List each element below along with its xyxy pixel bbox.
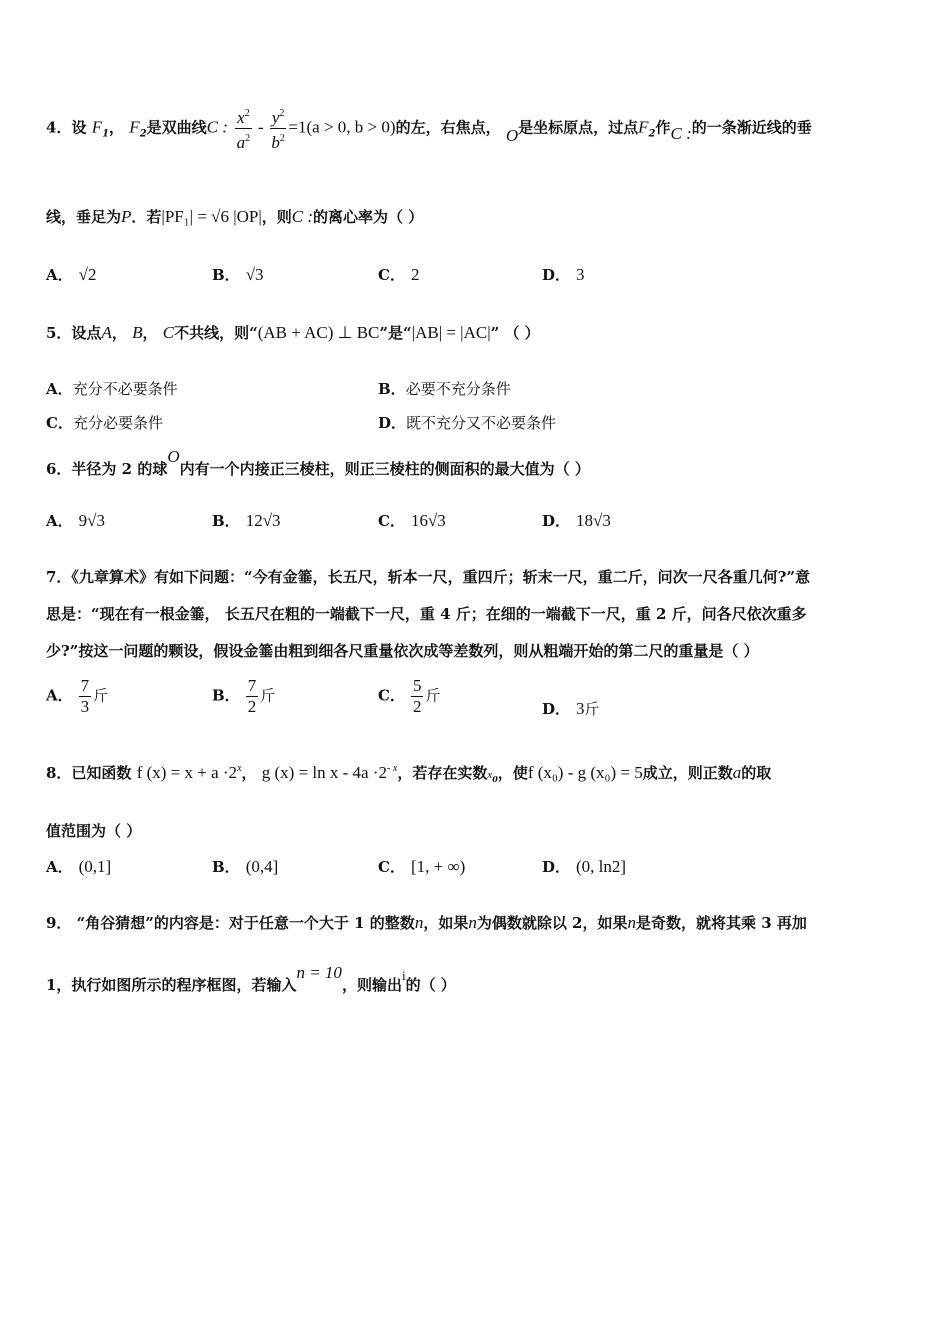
q5-text: ” （ ） <box>490 324 540 342</box>
question-7-line-3: 少?”按这一问题的颗设，假设金箠由粗到细各尺重量依次成等差数列，则从粗端开始的第二尺的重量是（ ） <box>46 642 759 660</box>
q9-n: n <box>627 913 636 932</box>
q4-text: 的一条渐近线的垂 <box>691 118 812 137</box>
q5-text: ”是“ <box>379 324 412 342</box>
q4-text: 设 <box>71 118 87 137</box>
q4-option-a[interactable]: A． √2 <box>46 265 97 284</box>
q4-text: 的左，右焦点， <box>395 118 501 137</box>
q8-x0-sub: 0 <box>492 774 498 784</box>
q9-text: 1，执行如图所示的程序框图，若输入 <box>46 976 297 994</box>
q4-condition-2: |PF₁| = √6 |OP| <box>161 207 262 226</box>
q9-text: 的（ ） <box>405 976 456 994</box>
q5-text: 不共线，则“ <box>174 324 258 342</box>
q4-p: P <box>121 207 132 226</box>
q4-o: O <box>505 125 519 145</box>
q5-text: 5．设点 <box>46 324 102 342</box>
q4-f2-sub: 2 <box>139 128 147 140</box>
question-8-line-2: 值范围为（ ） <box>46 822 142 840</box>
q6-o: O <box>167 447 180 466</box>
q4-condition: (a > 0, b > 0) <box>306 117 396 137</box>
q9-input: n = 10 <box>296 963 342 982</box>
q5-b: B <box>132 323 143 342</box>
q7-option-a[interactable]: A． $\frac{7}{3}$ 斤 <box>46 676 109 716</box>
q7-option-c[interactable]: C． $\frac{5}{2}$ 斤 <box>378 676 441 716</box>
q6-option-a[interactable]: A． 9√3 <box>46 511 105 530</box>
q8-option-c[interactable]: C． [1, + ∞) <box>378 857 466 876</box>
q4-number: 4． <box>46 118 72 137</box>
q6-option-c[interactable]: C． 16√3 <box>378 511 446 530</box>
question-6 <box>46 447 590 479</box>
q9-i: i <box>401 968 406 983</box>
q4-option-d[interactable]: D． 3 <box>542 265 585 284</box>
q8-text: 8．已知函数 <box>46 764 132 782</box>
q4-option-b[interactable]: B． √3 <box>212 265 264 284</box>
q7-option-b[interactable]: B． $\frac{7}{2}$ 斤 <box>212 676 276 716</box>
q4-text: 是坐标原点，过点 <box>518 118 639 137</box>
question-9-line-1 <box>46 912 807 933</box>
q9-n: n <box>414 913 424 932</box>
q4-f1: F <box>91 117 103 137</box>
q4-frac-y: $\frac{y^2}{b^2}$ <box>270 104 287 153</box>
question-7-line-2: 思是：“现在有一根金箠， 长五尺在粗的一端截下一尺，重 4 斤；在细的一端截下一尺，重 2 斤，问各尺依次重多 <box>46 605 807 623</box>
q8-a: a <box>732 763 742 782</box>
q4-text: 是双曲线 <box>146 118 207 137</box>
q5-option-a[interactable]: A．充分不必要条件 <box>46 380 178 398</box>
q9-text: ，则输出 <box>341 976 402 994</box>
question-4-line-2 <box>46 206 423 227</box>
q6-text: 内有一个内接正三棱柱，则正三棱柱的侧面积的最大值为（ ） <box>179 460 590 478</box>
q8-text: 的取 <box>741 764 772 782</box>
q5-condition-1: (AB + AC) ⊥ BC <box>257 323 380 342</box>
q5-sep: ， <box>111 324 127 342</box>
q9-text: ，如果 <box>423 914 469 932</box>
q4-text: 作 <box>655 118 671 137</box>
q4-sep: ， <box>109 118 125 137</box>
q8-g: g (x) = ln x - 4a ·2 <box>261 763 388 782</box>
q4-minus: - <box>253 117 268 137</box>
q8-option-b[interactable]: B． (0,4] <box>212 857 279 876</box>
q6-option-b[interactable]: B． 12√3 <box>212 511 281 530</box>
q4-f2: F <box>129 117 140 137</box>
q4-f2b-sub: 2 <box>648 128 656 140</box>
q8-option-d[interactable]: D． (0, ln2] <box>542 857 627 876</box>
q8-text: 成立，则正数 <box>642 764 733 782</box>
q4-text: ，则 <box>261 208 292 226</box>
question-9-line-2 <box>46 963 456 995</box>
q4-f2b: F <box>638 117 649 137</box>
question-5 <box>46 322 540 343</box>
q9-text: 为偶数就除以 2，如果 <box>476 914 628 932</box>
question-8-line-1 <box>46 762 771 784</box>
q5-option-b[interactable]: B．必要不充分条件 <box>378 380 511 398</box>
q4-option-c[interactable]: C． 2 <box>378 265 420 284</box>
q6-text: 6．半径为 2 的球 <box>46 460 168 478</box>
q9-text: 9． “角谷猜想”的内容是：对于任意一个大于 1 的整数 <box>46 914 415 932</box>
q5-sep: ， <box>142 324 158 342</box>
q5-condition-2: |AB| = |AC| <box>411 323 491 342</box>
q8-g-sup: - x <box>387 763 398 774</box>
q4-c3: C : <box>291 207 314 226</box>
q5-a: A <box>101 323 112 342</box>
q5-c: C <box>162 323 175 342</box>
q8-sep: ， <box>241 764 257 782</box>
q9-n: n <box>468 913 477 932</box>
q6-option-d[interactable]: D． 18√3 <box>542 511 611 530</box>
q8-f: f (x) = x + a ·2 <box>136 763 238 782</box>
q4-frac-x: $\frac{x^2}{a^2}$ <box>235 104 252 153</box>
q9-text: 是奇数，就将其乘 3 再加 <box>636 914 807 932</box>
q8-x0: x <box>487 769 493 781</box>
question-7-line-1: 7．《九章算术》有如下问题：“今有金箠，长五尺，斩本一尺，重四斤；斩末一尺，重二斤，问次一尺各重几何?”意 <box>46 568 810 586</box>
q8-text: ，若存在实数 <box>397 764 488 782</box>
q4-text: 的离心率为（ ） <box>313 208 424 226</box>
question-4-line-1 <box>46 104 812 153</box>
q4-f1-sub: 1 <box>102 128 110 140</box>
q4-eq: =1 <box>288 117 307 137</box>
q5-option-d[interactable]: D．既不充分又不必要条件 <box>378 414 557 432</box>
q8-text: ，使 <box>497 764 528 782</box>
q4-text: ．若 <box>131 208 162 226</box>
q8-option-a[interactable]: A． (0,1] <box>46 857 112 876</box>
q4-text: 线，垂足为 <box>46 208 122 226</box>
q8-f-sup: x <box>237 763 242 774</box>
q8-condition: f (x₀) - g (x₀) = 5 <box>527 763 643 782</box>
q4-c2: C : <box>670 123 692 143</box>
q7-option-d[interactable]: D． 3斤 <box>542 699 600 718</box>
q5-option-c[interactable]: C．充分必要条件 <box>46 414 163 432</box>
q4-c: C : <box>206 117 228 137</box>
